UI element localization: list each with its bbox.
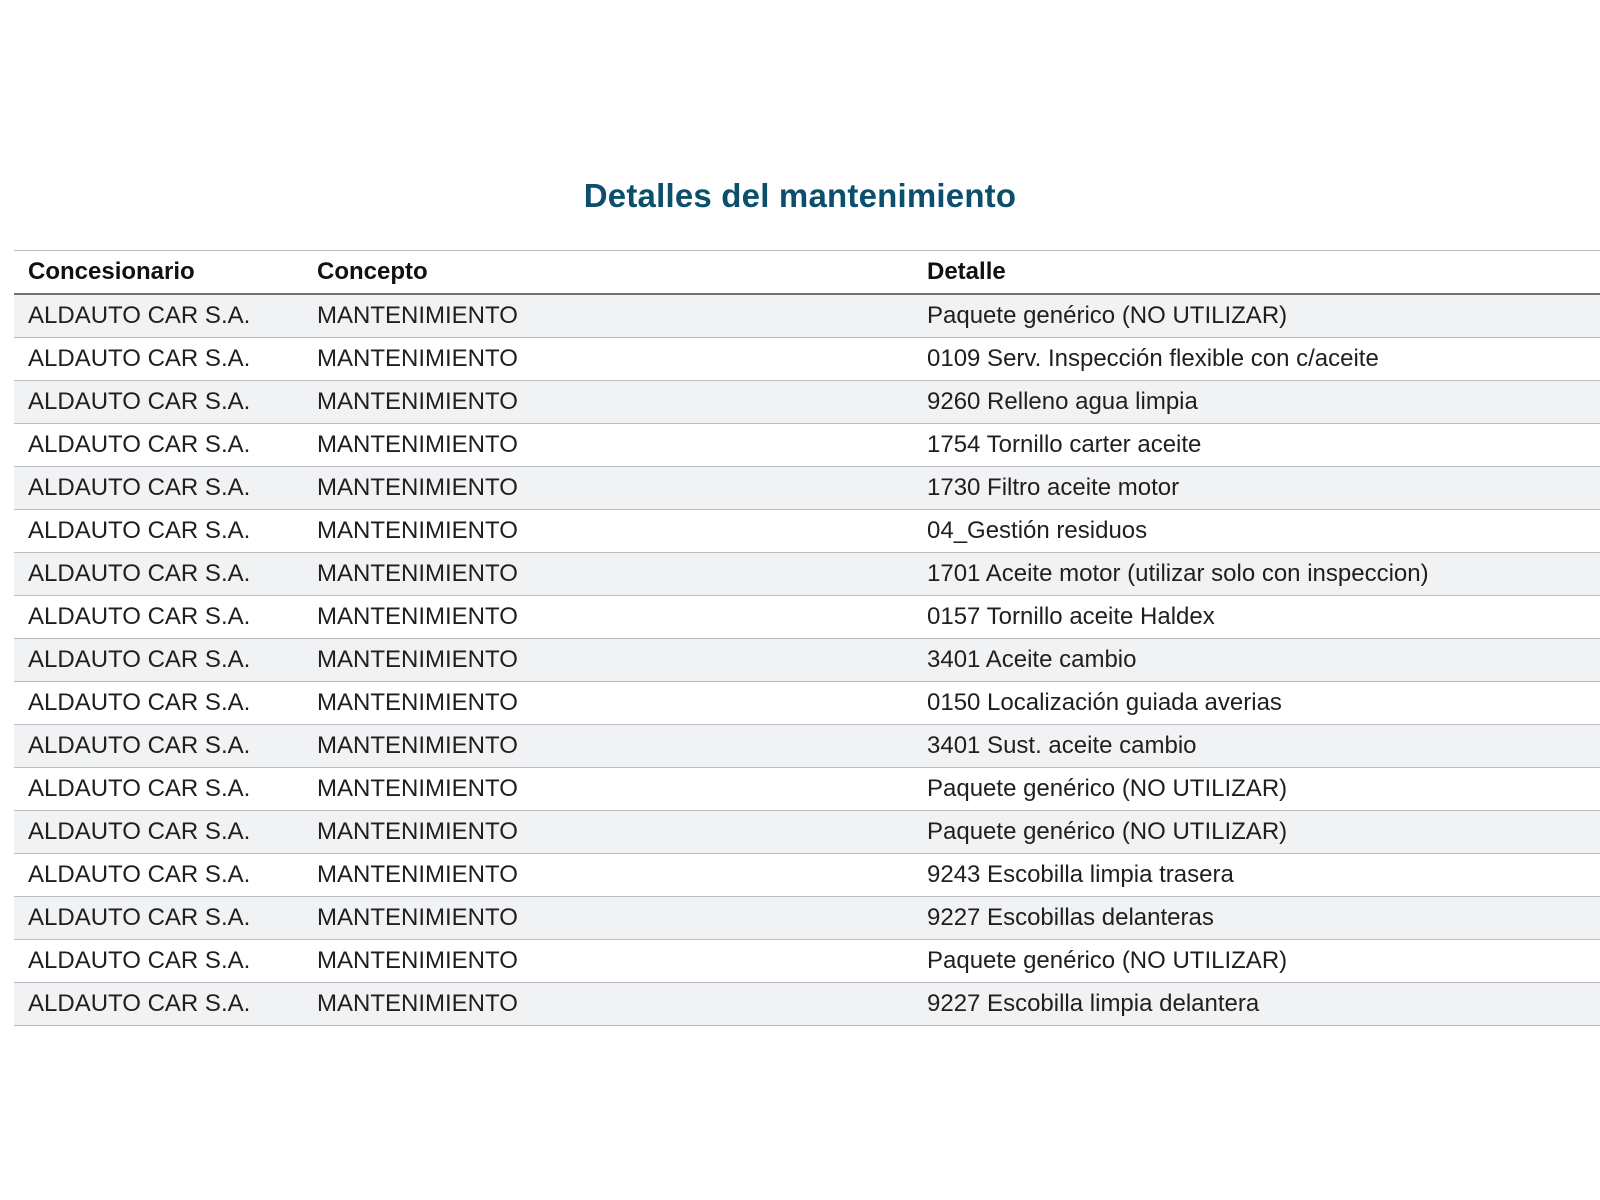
cell-concesionario: ALDAUTO CAR S.A.	[28, 517, 251, 544]
cell-concepto: MANTENIMIENTO	[317, 818, 518, 845]
cell-concesionario: ALDAUTO CAR S.A.	[28, 388, 251, 415]
cell-concepto: MANTENIMIENTO	[317, 302, 518, 329]
table-row	[14, 983, 1600, 1026]
page-title: Detalles del mantenimiento	[583, 177, 1017, 214]
table-row	[14, 854, 1600, 897]
cell-concepto: MANTENIMIENTO	[317, 345, 518, 372]
cell-concesionario: ALDAUTO CAR S.A.	[28, 990, 251, 1017]
cell-concesionario: ALDAUTO CAR S.A.	[28, 775, 251, 802]
cell-concepto: MANTENIMIENTO	[317, 861, 518, 888]
table-row	[14, 682, 1600, 725]
table-row	[14, 424, 1600, 467]
table-row	[14, 725, 1600, 768]
table-row	[14, 294, 1600, 338]
cell-concesionario: ALDAUTO CAR S.A.	[28, 818, 251, 845]
table-row	[14, 467, 1600, 510]
maintenance-table-container	[14, 250, 1600, 1026]
cell-concesionario: ALDAUTO CAR S.A.	[28, 646, 251, 673]
table-row	[14, 553, 1600, 596]
cell-detalle: Paquete genérico (NO UTILIZAR)	[927, 302, 1288, 329]
cell-concesionario: ALDAUTO CAR S.A.	[28, 732, 251, 759]
cell-concepto: MANTENIMIENTO	[317, 990, 518, 1017]
header-concesionario: Concesionario	[28, 258, 195, 285]
cell-detalle: 9227 Escobilla limpia delantera	[927, 990, 1260, 1017]
cell-concepto: MANTENIMIENTO	[317, 517, 518, 544]
cell-concesionario: ALDAUTO CAR S.A.	[28, 560, 251, 587]
header-concepto: Concepto	[317, 258, 428, 285]
cell-detalle: 04_Gestión residuos	[927, 517, 1148, 544]
cell-concepto: MANTENIMIENTO	[317, 474, 518, 501]
cell-concepto: MANTENIMIENTO	[317, 689, 518, 716]
cell-detalle: 3401 Aceite cambio	[927, 646, 1137, 673]
table-body	[14, 294, 1600, 1026]
cell-concesionario: ALDAUTO CAR S.A.	[28, 861, 251, 888]
cell-concesionario: ALDAUTO CAR S.A.	[28, 431, 251, 458]
cell-detalle: 1701 Aceite motor (utilizar solo con inspeccion)	[927, 560, 1429, 587]
cell-concesionario: ALDAUTO CAR S.A.	[28, 689, 251, 716]
cell-concesionario: ALDAUTO CAR S.A.	[28, 474, 251, 501]
cell-detalle: 9227 Escobillas delanteras	[927, 904, 1214, 931]
cell-concepto: MANTENIMIENTO	[317, 732, 518, 759]
cell-detalle: 1730 Filtro aceite motor	[927, 474, 1180, 501]
table-row	[14, 940, 1600, 983]
cell-concepto: MANTENIMIENTO	[317, 775, 518, 802]
cell-concesionario: ALDAUTO CAR S.A.	[28, 603, 251, 630]
cell-detalle: Paquete genérico (NO UTILIZAR)	[927, 775, 1288, 802]
cell-detalle: 9260 Relleno agua limpia	[927, 388, 1198, 415]
cell-concepto: MANTENIMIENTO	[317, 947, 518, 974]
table-row	[14, 811, 1600, 854]
cell-concepto: MANTENIMIENTO	[317, 603, 518, 630]
cell-concesionario: ALDAUTO CAR S.A.	[28, 947, 251, 974]
cell-concepto: MANTENIMIENTO	[317, 388, 518, 415]
cell-detalle: 9243 Escobilla limpia trasera	[927, 861, 1234, 888]
table-header-row	[14, 251, 1600, 295]
cell-detalle: 0109 Serv. Inspección flexible con c/aceite	[927, 345, 1379, 372]
table-row	[14, 596, 1600, 639]
cell-concepto: MANTENIMIENTO	[317, 646, 518, 673]
cell-detalle: 1754 Tornillo carter aceite	[927, 431, 1202, 458]
cell-detalle: Paquete genérico (NO UTILIZAR)	[927, 818, 1288, 845]
table-row	[14, 639, 1600, 682]
header-detalle: Detalle	[927, 258, 1006, 285]
cell-concesionario: ALDAUTO CAR S.A.	[28, 302, 251, 329]
cell-detalle: 0150 Localización guiada averias	[927, 689, 1282, 716]
maintenance-details-table	[14, 250, 1600, 1026]
table-row	[14, 768, 1600, 811]
cell-concepto: MANTENIMIENTO	[317, 560, 518, 587]
cell-detalle: 0157 Tornillo aceite Haldex	[927, 603, 1215, 630]
table-row	[14, 897, 1600, 940]
table-row	[14, 381, 1600, 424]
cell-concesionario: ALDAUTO CAR S.A.	[28, 345, 251, 372]
cell-concesionario: ALDAUTO CAR S.A.	[28, 904, 251, 931]
table-row	[14, 338, 1600, 381]
cell-concepto: MANTENIMIENTO	[317, 431, 518, 458]
cell-concepto: MANTENIMIENTO	[317, 904, 518, 931]
table-row	[14, 510, 1600, 553]
cell-detalle: Paquete genérico (NO UTILIZAR)	[927, 947, 1288, 974]
cell-detalle: 3401 Sust. aceite cambio	[927, 732, 1197, 759]
